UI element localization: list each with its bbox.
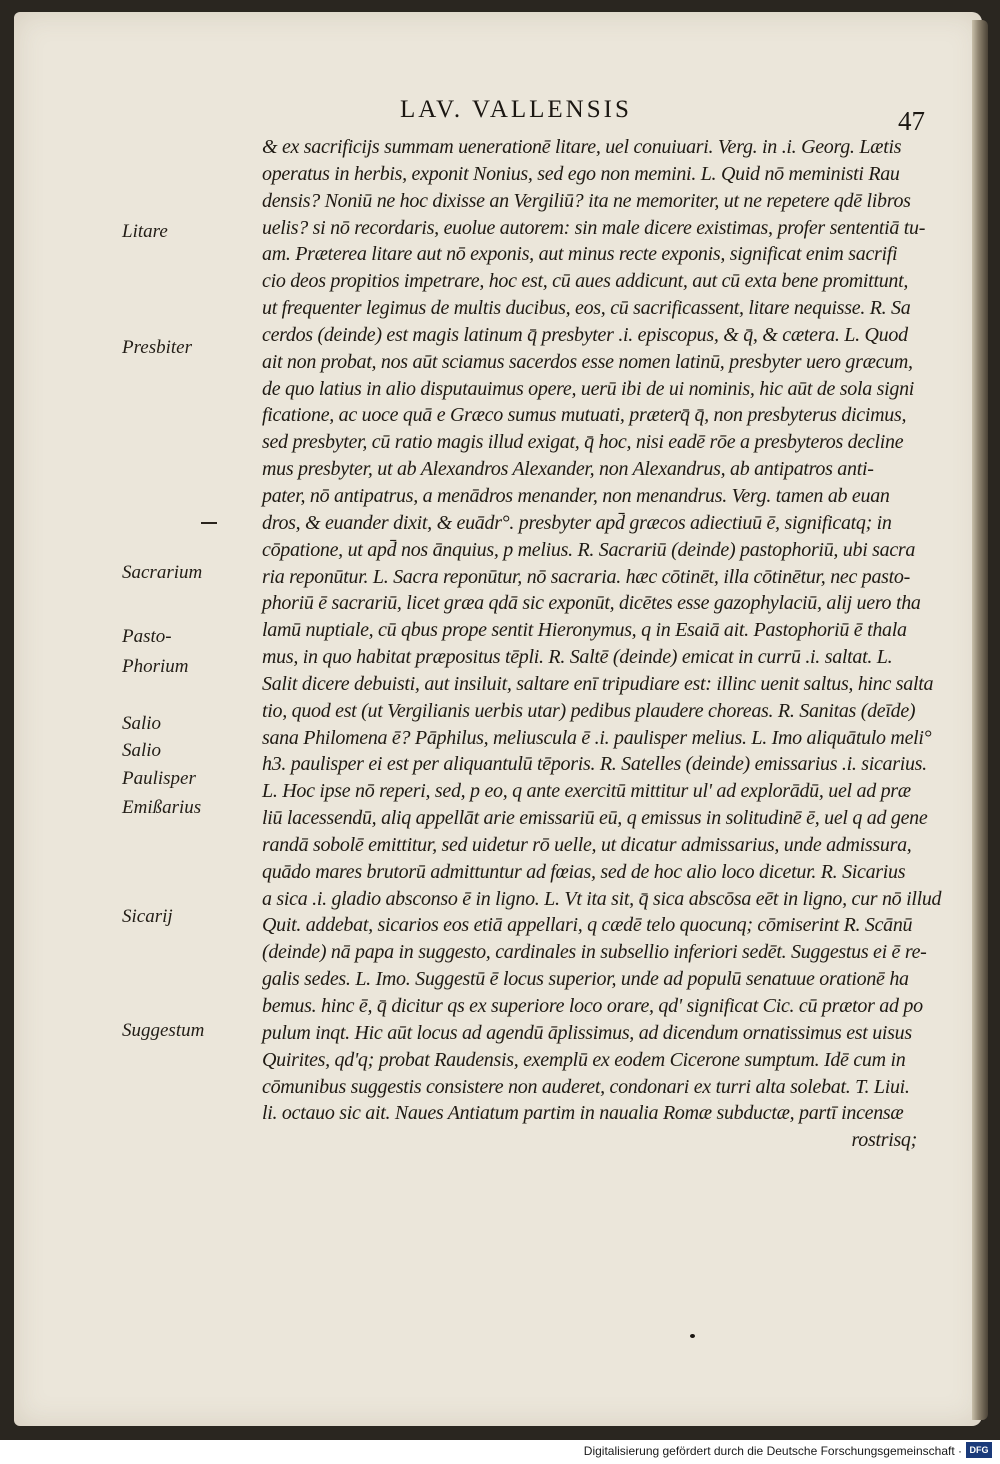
text-line: mus presbyter, ut ab Alexandros Alexander, non Alexandrus, ab antipatros anti-: [262, 458, 874, 481]
text-line: galis sedes. L. Imo. Suggestū ē locus superior, unde ad populū senatuue orationē ha: [262, 968, 909, 991]
text-line: ut frequenter legimus de multis ducibus, eos, cū sacrificassent, litare nequisse. R. Sa: [262, 297, 911, 320]
text-line: & ex sacrificijs summam uenerationē litare, uel conuiuari. Verg. in .i. Georg. Lætis: [262, 136, 902, 158]
text-line: randā sobolē emittitur, sed uidetur rō uelle, ut dicatur admissarius, unde admissura,: [262, 833, 912, 856]
text-line: am. Præterea litare aut nō exponis, aut minus recte exponis, significat enim sacrifi: [262, 243, 898, 266]
text-line: liū lacessendū, aliq appellāt arie emissariū eū, q emissus in solitudinē ē, uel q ad gene: [262, 807, 928, 830]
margin-note-salio-1: Salio: [122, 713, 162, 734]
text-line: cerdos (deinde) est magis latinum q̄ presbyter .i. episcopus, & q̄, & cætera. L. Quod: [262, 323, 908, 346]
margin-note-pasto: Pasto-: [122, 626, 172, 647]
text-line: pulum inqt. Hic aūt locus ad agendū āplissimus, ad dicendum ornatissimus est uisus: [262, 1021, 912, 1044]
margin-note-presbiter: Presbiter: [122, 337, 193, 358]
text-line: mus, in quo habitat præpositus tēpli. R. Saltē (deinde) emicat in currū .i. saltat. L.: [262, 646, 893, 669]
text-line: ficatione, ac uoce quā e Græco sumus mutuati, præterq̄ q̄, non presbyterus dicimus,: [262, 404, 907, 427]
body-text: [262, 134, 942, 1154]
margin-note-suggestum: Suggestum: [122, 1020, 205, 1041]
text-line: pater, nō antipatrus, a menādros menander, non menandrus. Verg. tamen ab euan: [262, 484, 890, 507]
text-line: Quit. addebat, sicarios eos etiā appellari, q cædē telo quocunq; cōmiserint R. Scānū: [262, 914, 913, 937]
margin-note-sicarij: Sicarij: [122, 906, 173, 927]
margin-dash: [201, 522, 217, 524]
margin-note-salio-2: Salio: [122, 740, 162, 761]
text-line: cōmunibus suggestis consistere non auderet, condonari ex turri alta solebat. T. Liui.: [262, 1075, 910, 1098]
margin-note-litare: Litare: [122, 221, 168, 242]
text-line: quādo mares brutorū admittuntur ad fœias, sed de hoc alio loco dicetur. R. Sicarius: [262, 860, 906, 883]
text-line: Quirites, qd'q; probat Raudensis, exemplū ex eodem Cicerone sumptum. Idē cum in: [262, 1048, 906, 1071]
text-line: bemus. hinc ē, q̄ dicitur qs ex superiore loco orare, qd' significat Cic. cū prætor ad po: [262, 995, 923, 1017]
text-line: a sica .i. gladio absconso ē in ligno. L. Vt ita sit, q̄ sica abscōsa eēt in ligno, cur nō illud: [262, 887, 942, 910]
catchword: rostrisq;: [851, 1129, 917, 1152]
text-line: Salit dicere debuisti, aut insiluit, saltare enī tripudiare est: illinc uenit saltus, hinc salta: [262, 672, 934, 695]
text-line: de quo latius in alio disputauimus opere, uerū ibi de ui nominis, hic aūt de sola signi: [262, 377, 915, 400]
text-line: li. octauo sic ait. Naues Antiatum partim in naualia Romæ subductæ, partī incensæ: [262, 1102, 904, 1125]
text-line: cōpatione, ut apd̄ nos ānquius, p melius. R. Sacrariū (deinde) pastophoriū, ubi sacra: [262, 538, 916, 561]
text-line: lamū nuptiale, cū qbus prope sentit Hieronymus, q in Esaiā ait. Pastophoriū ē thala: [262, 619, 907, 642]
dfg-logo: DFG: [966, 1442, 992, 1458]
text-line: densis? Noniū ne hoc dixisse an Vergiliū? ita ne memoriter, ut ne repetere qdē libros: [262, 189, 911, 212]
margin-note-phorium: Phorium: [122, 656, 189, 677]
page-number: 47: [898, 106, 925, 136]
text-line: phoriū ē sacrariū, licet græa qdā sic exponūt, dicētes esse gazophylaciū, alij uero tha: [262, 592, 921, 615]
funding-credit: Digitalisierung gefördert durch die Deutsche Forschungsgemeinschaft ·: [583, 1444, 962, 1458]
text-line: h3. paulisper ei est per aliquantulū tēporis. R. Satelles (deinde) emissarius .i. sicarius.: [262, 753, 927, 776]
margin-note-emissarius: Emißarius: [122, 797, 202, 818]
text-line: L. Hoc ipse nō reperi, sed, p eo, q ante exercitū mittitur ul' ad explorādū, uel ad præ: [262, 780, 911, 803]
running-head: LAV. VALLENSIS: [400, 96, 632, 123]
text-line: cio deos propitios impetrare, hoc est, cū aues addicunt, aut cū exta bene promittunt,: [262, 270, 909, 293]
text-line: operatus in herbis, exponit Nonius, sed ego non memini. L. Quid nō meministi Rau: [262, 162, 900, 185]
text-line: (deinde) nā papa in suggesto, cardinales in subsellio inferiori sedēt. Suggestus ei ē re-: [262, 941, 927, 964]
margin-note-paulisper: Paulisper: [122, 768, 196, 789]
text-line: ait non probat, nos aūt sciamus sacerdos esse nomen latinū, presbyter uero græcum,: [262, 350, 913, 373]
text-line: dros, & euander dixit, & euādr°. presbyter apd̄ græcos adiectiuū ē, significatq; in: [262, 511, 892, 534]
text-line: sed presbyter, cū ratio magis illud exigat, q̄ hoc, nisi eadē rōe a presbyteros decline: [262, 431, 904, 454]
margin-note-sacrarium: Sacrarium: [122, 562, 203, 583]
text-line: tio, quod est (ut Vergilianis uerbis utar) pedibus plaudere choreas. R. Sanitas (deīde): [262, 699, 916, 722]
text-line: uelis? si nō recordaris, euolue autorem: sin male dicere existimas, profer sententiā tu-: [262, 216, 926, 239]
text-line: ria reponūtur. L. Sacra reponūtur, nō sacraria. hæc cōtinēt, illa cōtinētur, nec pasto-: [262, 565, 910, 588]
ink-mark: [690, 1334, 695, 1338]
page-edge: [972, 20, 988, 1420]
text-line: sana Philomena ē? Pāphilus, meliuscula ē .i. paulisper melius. L. Imo aliquātulo meli°: [262, 726, 932, 749]
